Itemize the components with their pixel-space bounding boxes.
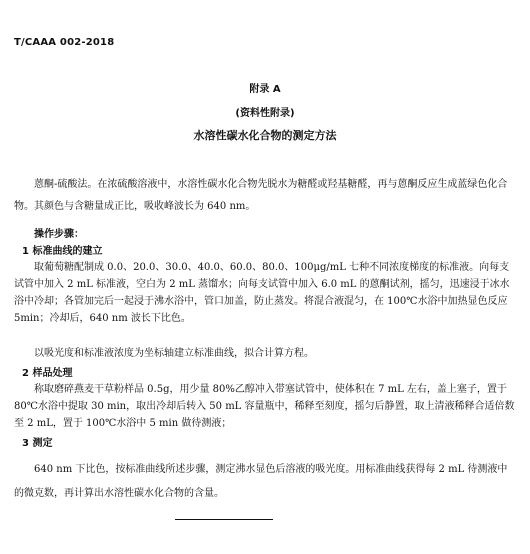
section-3-heading: 3 测定 (22, 438, 53, 449)
appendix-nature: (资料性附录) (235, 108, 295, 119)
section-3-paragraph: 640 nm 下比色，按标准曲线所述步骤，测定沸水显色后溶液的吸光度。用标准曲线获得每 2 mL 待测液中的微克数，再计算出水溶性碳水化合物的含量。 (14, 464, 508, 499)
steps-heading: 操作步骤： (34, 229, 84, 240)
section-1-heading: 1 标准曲线的建立 (22, 246, 103, 257)
section-1-paragraph: 取葡萄糖配制成 0.0、20.0、30.0、40.0、60.0、80.0、100μg/mL 七种不同浓度梯度的标准液。向每支试管中加入 2 mL 标准液，空白为 2 mL 蒸馏水；向每支试管中加入 6.0 mL 的蒽酮试剂，摇匀，迅速浸于冰水浴中冷却；各管加完后一起浸于沸水浴中，管口加盖，防止蒸发。将混合液混匀，在 100℃水浴中加热显色反应 5min；冷却后，640 nm 波长下比色。 (14, 262, 510, 324)
appendix-label: 附录 A (249, 84, 281, 95)
appendix-title: 水溶性碳水化合物的测定方法 (193, 129, 337, 142)
document-code: T/CAAA 002-2018 (14, 37, 115, 48)
section-1-curve-paragraph: 以吸光度和标准液浓度为坐标轴建立标准曲线，拟合计算方程。 (34, 348, 314, 359)
section-2-paragraph: 称取磨碎燕麦干草粉样品 0.5g，用少量 80%乙醇冲入带塞试管中，使体积在 7 mL 左右，盖上塞子，置于 80℃水浴中提取 30 min，取出冷却后转入 50 mL 容量瓶中，稀释至刻度，摇匀后静置，取上清液稀释合适倍数至 2 mL，置于 100℃水浴中 5 min 做待测液； (14, 384, 515, 429)
end-rule (175, 519, 273, 520)
intro-paragraph: 蒽酮-硫酸法。在浓硫酸溶液中，水溶性碳水化合物先脱水为糖醛或羟基糖醛，再与蒽酮反应生成蓝绿色化合物。其颜色与含糖量成正比，吸收峰波长为 640 nm。 (14, 179, 508, 212)
section-2-heading: 2 样品处理 (22, 368, 73, 379)
